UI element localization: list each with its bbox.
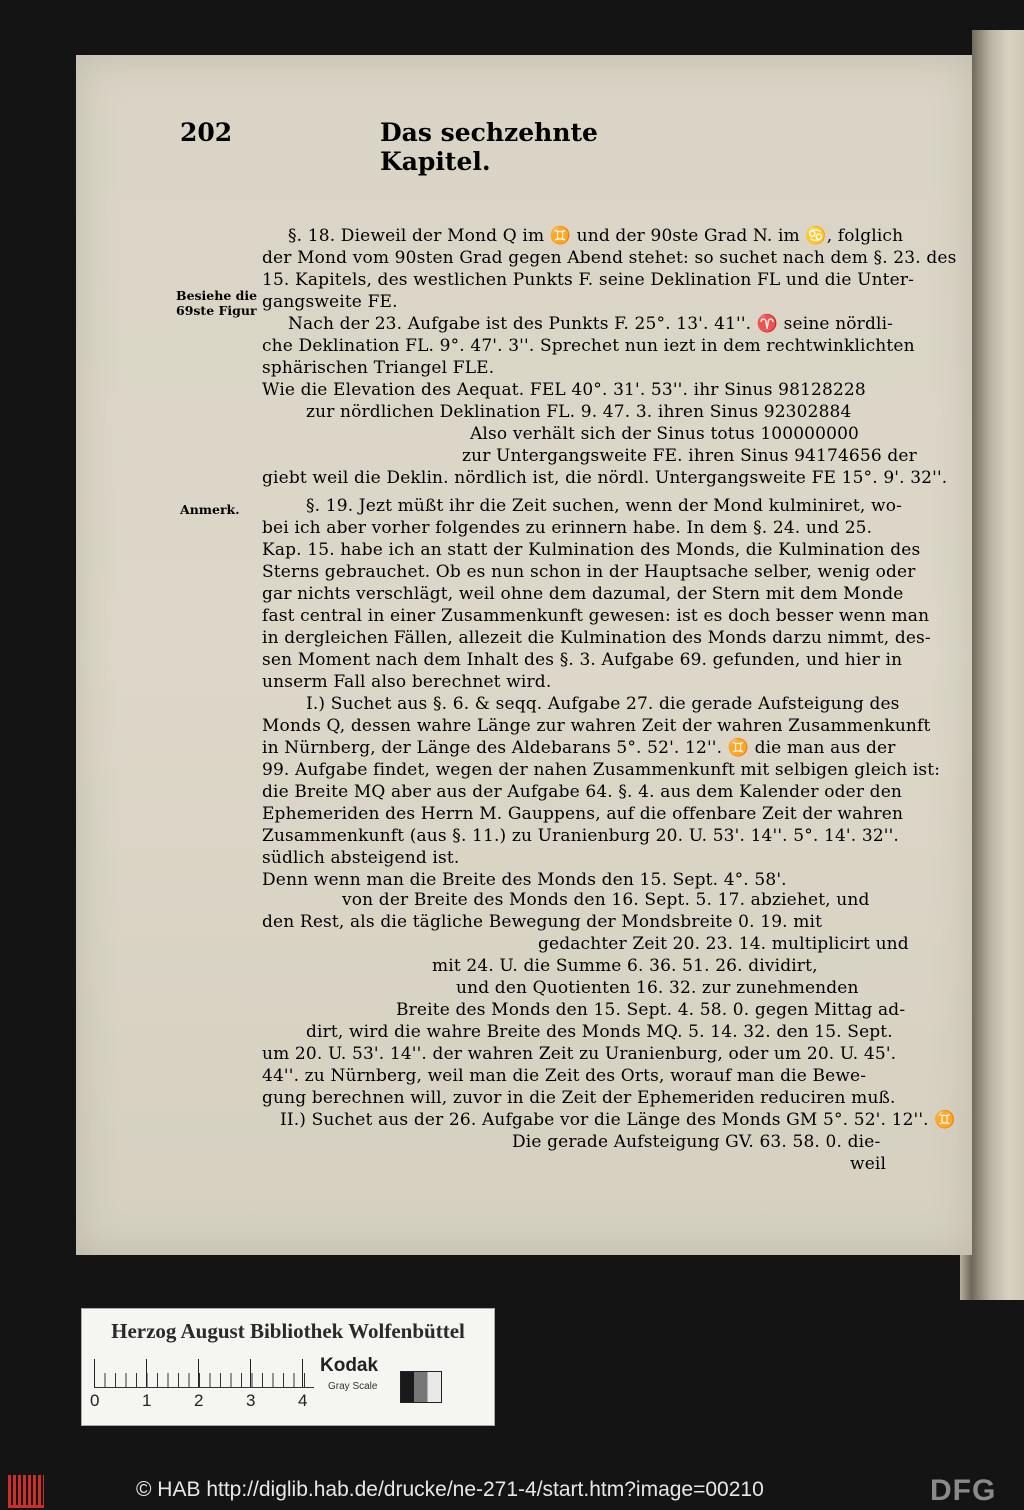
footer-copyright[interactable]: © HAB http://diglib.hab.de/drucke/ne-271-4/start.htm?image=00210 (136, 1478, 764, 1501)
text-line: gar nichts verschlägt, weil ohne dem dazumal, der Stern mit dem Monde (262, 584, 904, 604)
text-line: 15. Kapitels, des westlichen Punkts F. seine Deklination FL und die Unter- (262, 270, 915, 290)
text-line: gangsweite FE. (262, 292, 398, 312)
ruler-number: 3 (246, 1391, 256, 1410)
text-line: Monds Q, dessen wahre Länge zur wahren Zeit der wahren Zusammenkunft (262, 716, 931, 736)
text-line: Nach der 23. Aufgabe ist des Punkts F. 25°. 13'. 41''. ♈ seine nördli- (288, 314, 894, 334)
text-line: Ephemeriden des Herrn M. Gauppens, auf die offenbare Zeit der wahren (262, 804, 904, 824)
text-line: che Deklination FL. 9°. 47'. 3''. Sprechet nun iezt in dem rechtwinklichten (262, 336, 915, 356)
margin-note: Besiehe die (176, 288, 258, 303)
text-line: 99. Aufgabe findet, wegen der nahen Zusammenkunft mit selbigen gleich ist: (262, 760, 941, 780)
ruler-number: 1 (142, 1391, 152, 1410)
library-name: Herzog August Bibliothek Wolfenbüttel (111, 1319, 465, 1343)
text-line: II.) Suchet aus der 26. Aufgabe vor die Länge des Monds GM 5°. 52'. 12''. ♊ (280, 1110, 956, 1130)
text-line: fast central in einer Zusammenkunft gewesen: ist es doch besser wenn man (262, 606, 930, 626)
ruler-number: 2 (194, 1391, 204, 1410)
text-line: Die gerade Aufsteigung GV. 63. 58. 0. die- (512, 1132, 881, 1152)
ruler (94, 1359, 314, 1388)
text-line: Breite des Monds den 15. Sept. 4. 58. 0. gegen Mittag ad- (396, 1000, 906, 1020)
margin-note: 69ste Figur (176, 303, 257, 318)
ruler-number: 0 (90, 1391, 100, 1410)
text-line: I.) Suchet aus §. 6. & seqq. Aufgabe 27. die gerade Aufsteigung des (306, 694, 900, 714)
running-head (180, 118, 680, 176)
text-line: Kap. 15. habe ich an statt der Kulmination des Monds, die Kulmination des (262, 540, 921, 560)
text-line: bei ich aber vorher folgendes zu erinnern habe. In dem §. 24. und 25. (262, 518, 873, 538)
footer (0, 1470, 1024, 1510)
text-line: zur nördlichen Deklination FL. 9. 47. 3. ihren Sinus 92302884 (306, 402, 852, 422)
text-line: um 20. U. 53'. 14''. der wahren Zeit zu Uranienburg, oder um 20. U. 45'. (262, 1044, 897, 1064)
running-title: Das sechzehnte Kapitel. (380, 118, 598, 176)
text-line: in dergleichen Fällen, allezeit die Kulmination des Monds darzu nimmt, des- (262, 628, 931, 648)
color-card (81, 1308, 495, 1426)
text-line: in Nürnberg, der Länge des Aldebarans 5°. 52'. 12''. ♊ die man aus der (262, 738, 896, 758)
page-number: 202 (180, 118, 233, 147)
text-line: von der Breite des Monds den 16. Sept. 5. 17. abziehet, und (342, 890, 870, 910)
text-line: giebt weil die Deklin. nördlich ist, die nördl. Untergangsweite FE 15°. 9'. 32''. (262, 468, 948, 488)
kodak-brand: Kodak (320, 1355, 379, 1376)
text-line: der Mond vom 90sten Grad gegen Abend stehet: so suchet nach dem §. 23. des (262, 248, 957, 268)
text-line: sen Moment nach dem Inhalt des §. 3. Aufgabe 69. gefunden, und hier in (262, 650, 903, 670)
ruler-tick (302, 1359, 303, 1387)
text-line: Wie die Elevation des Aequat. FEL 40°. 31'. 53''. ihr Sinus 98128228 (262, 380, 866, 400)
ruler-number: 4 (298, 1391, 308, 1410)
text-line: südlich absteigend ist. (262, 848, 460, 868)
ruler-numbers (86, 1391, 326, 1413)
dfg-logo: DFG (930, 1474, 997, 1507)
text-line: sphärischen Triangel FLE. (262, 358, 495, 378)
ruler-tick (94, 1359, 95, 1387)
text-line: dirt, wird die wahre Breite des Monds MQ. 5. 14. 32. den 15. Sept. (306, 1022, 893, 1042)
ruler-tick (146, 1359, 147, 1387)
text-line: die Breite MQ aber aus der Aufgabe 64. §. 4. aus dem Kalender oder den (262, 782, 903, 802)
text-line: 44''. zu Nürnberg, weil man die Zeit des Orts, worauf man die Bewe- (262, 1066, 867, 1086)
text-line: Sterns gebrauchet. Ob es nun schon in der Hauptsache selber, wenig oder (262, 562, 916, 582)
text-line: und den Quotienten 16. 32. zur zunehmenden (456, 978, 859, 998)
gray-scale-patch (400, 1371, 442, 1403)
text-line: weil (850, 1154, 887, 1174)
ruler-tick (250, 1359, 251, 1387)
margin-note: Anmerk. (180, 502, 240, 517)
text-line: §. 19. Jezt müßt ihr die Zeit suchen, wenn der Mond kulminiret, wo- (306, 496, 902, 516)
text-line: mit 24. U. die Summe 6. 36. 51. 26. dividirt, (432, 956, 818, 976)
text-line: Also verhält sich der Sinus totus 100000000 (470, 424, 860, 444)
ruler-tick (198, 1359, 199, 1387)
text-line: Zusammenkunft (aus §. 11.) zu Uranienburg 20. U. 53'. 14''. 5°. 14'. 32''. (262, 826, 899, 846)
text-line: gedachter Zeit 20. 23. 14. multiplicirt und (538, 934, 909, 954)
kodak-subtitle: Gray Scale (328, 1381, 378, 1392)
text-line: unserm Fall also berechnet wird. (262, 672, 552, 692)
text-line: gung berechnen will, zuvor in die Zeit der Ephemeriden reduciren muß. (262, 1088, 896, 1108)
text-line: Denn wenn man die Breite des Monds den 15. Sept. 4°. 58'. (262, 870, 787, 890)
text-line: den Rest, als die tägliche Bewegung der Mondsbreite 0. 19. mit (262, 912, 823, 932)
text-line: zur Untergangsweite FE. ihren Sinus 94174656 der (462, 446, 917, 466)
text-line: §. 18. Dieweil der Mond Q im ♊ und der 90ste Grad N. im ♋, folglich (288, 226, 904, 246)
hab-logo-icon (8, 1475, 44, 1508)
facing-page (972, 30, 1024, 1300)
